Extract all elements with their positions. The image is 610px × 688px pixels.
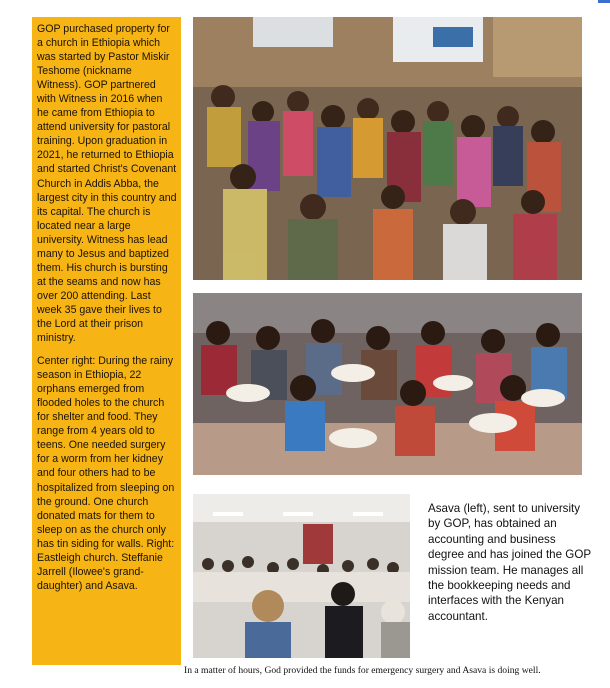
- corner-mark: [598, 0, 610, 3]
- orphans-photo: [193, 293, 582, 475]
- sidebar-paragraph-orphans: Center right: During the rainy season in Ethiopia, 22 orphans emerged from flooded holes to the church for shelter and food. They range from 4 years old to teens. One needed surgery for a worm from her kidney and four others had to be hospitalized from sleeping on the ground. One church donated mats for them to sleep on as the church only has tin siding for walls. Right: Eastleigh church. Steffanie Jarrell (Ilowee's grand-daughter) and Asava.: [37, 355, 175, 592]
- church-photo: [193, 494, 410, 658]
- sidebar-text-box: [32, 17, 181, 665]
- asava-paragraph: Asava (left), sent to university by GOP, has obtained an accounting and business degree and has joined the GOP mission team. He manages all the bookkeeping needs and interfaces with the Kenyan accountant.: [428, 502, 591, 623]
- sidebar-paragraph-church: GOP purchased property for a church in Ethiopia which was started by Pastor Miskir Teshome (nickname Witness). GOP partnered with Witness in 2016 when he came from Ethiopia to attend university for pastoral training. Upon graduation in 2021, he returned to Ethiopia and started Christ's Covenant Church in Addis Abba, the largest city in this country and its capital. The church is located near a large university. Witness has lead many to Jesus and baptized them. His church is bursting at the seams and now has over 200 attending. Last week 35 gave their lives to the Lord at their prison ministry.: [37, 23, 177, 345]
- crowd-photo: [193, 17, 582, 280]
- page-caption: In a matter of hours, God provided the funds for emergency surgery and Asava is doing well.: [184, 665, 541, 676]
